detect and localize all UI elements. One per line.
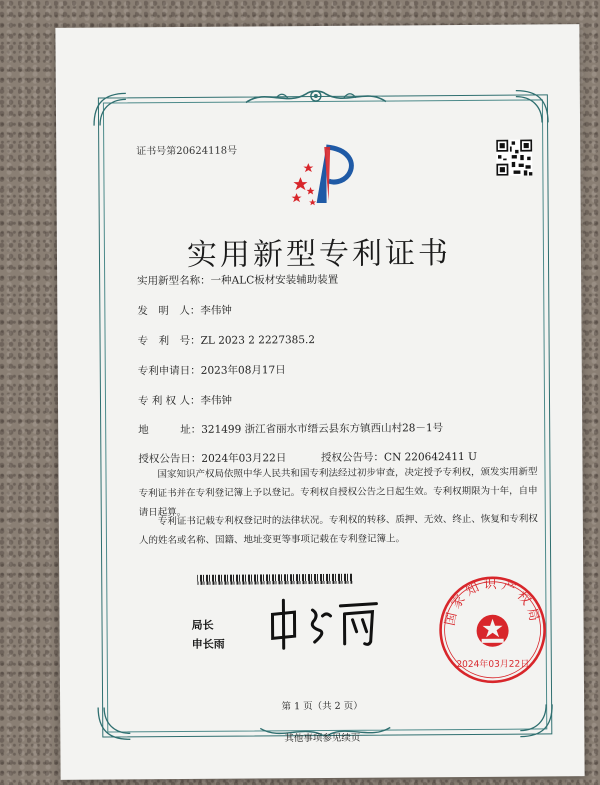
certificate-paper xyxy=(55,24,584,780)
legal-status-paragraph: 专利证书记载专利权登记时的法律状况。专利权的转移、质押、无效、终止、恢复和专利权人的姓名或名称、国籍、地址变更等事项记载在专利登记簿上。 xyxy=(138,513,538,547)
field-utility-name: 实用新型名称：一种ALC板材安装辅助装置 xyxy=(137,273,339,288)
field-application-date: 专利申请日：2023年08月17日 xyxy=(137,364,286,378)
director-name: 申长雨 xyxy=(191,637,225,651)
top-ornament xyxy=(236,85,396,108)
director-title: 局长 xyxy=(191,618,214,632)
footer-note: 其他事项参见续页 xyxy=(284,732,361,745)
announcement-number: CN 220642411 U xyxy=(383,450,477,464)
field-patentee: 专 利 权 人：李伟钟 xyxy=(137,394,233,408)
corner-ornament-tr xyxy=(512,86,552,126)
certificate-number: 证书号第20624118号 xyxy=(136,145,238,158)
grant-paragraph: 国家知识产权局依照中华人民共和国专利法经过初步审查，决定授予专利权，颁发实用新型专利证书并在专利登记簿上予以登记。专利权自授权公告之日起生效。专利权期限为十年，自申请日起算。 xyxy=(138,466,538,519)
field-announcement-date: 授权公告日：2024年03月22日 授权公告号：CN 220642411 U xyxy=(138,450,477,466)
svg-text:2024年03月22日: 2024年03月22日 xyxy=(456,659,530,671)
qr-code-icon xyxy=(496,140,532,176)
field-inventor: 发 明 人：李伟钟 xyxy=(137,304,232,318)
announcement-label: 授权公告号： xyxy=(320,451,385,464)
certificate-title: 实用新型专利证书 xyxy=(186,236,452,273)
official-seal xyxy=(437,574,548,685)
barcode xyxy=(197,574,352,585)
field-patent-number: 专 利 号：ZL 2023 2 2227385.2 xyxy=(137,334,316,348)
page-number: 第 1 页（共 2 页） xyxy=(281,700,363,713)
field-address: 地 址：321499 浙江省丽水市缙云县东方镇西山村28－1号 xyxy=(138,422,444,437)
svg-text:国家知识产权局: 国家知识产权局 xyxy=(442,577,543,628)
corner-ornament-tl xyxy=(90,89,130,129)
signature xyxy=(264,592,384,653)
cnipa-logo-icon xyxy=(286,141,366,212)
